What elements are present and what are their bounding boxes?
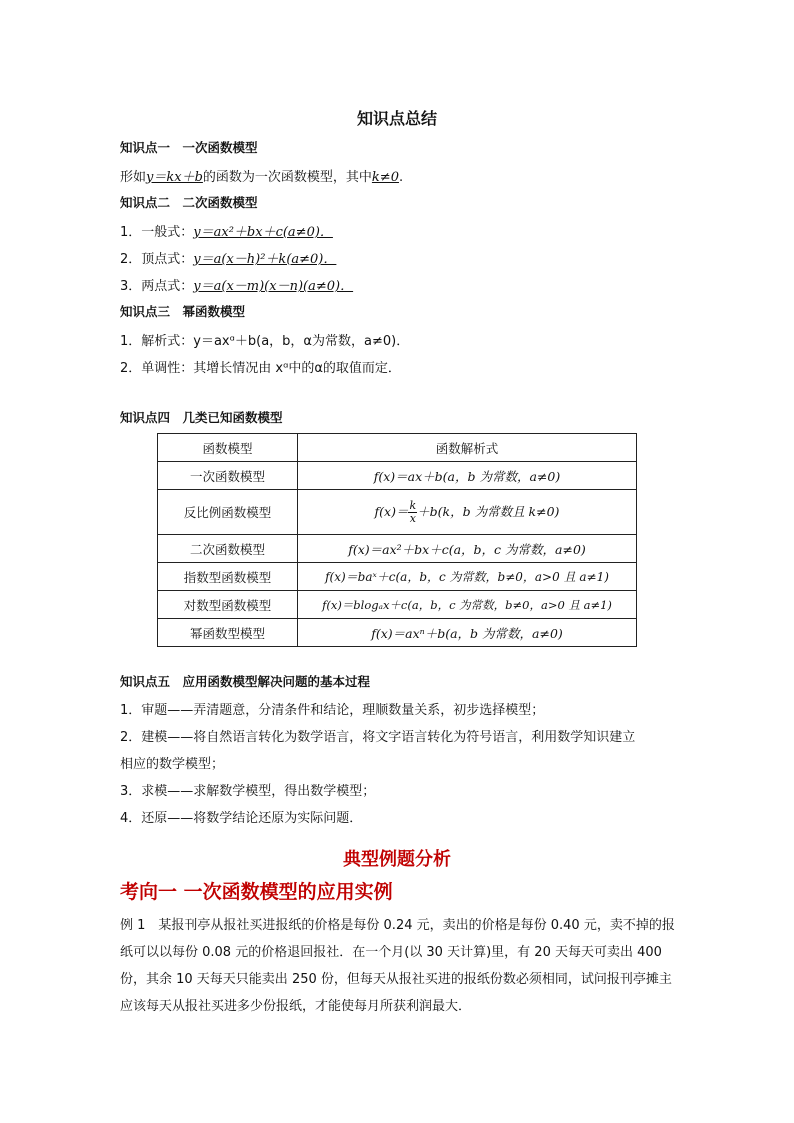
example-paragraph: 例 1 某报刊亭从报社买进报纸的价格是每份 0.24 元，卖出的价格是每份 0.40 元，卖不掉的报纸可以以每份 0.08 元的价格退回报社．在一个月(以 30 天计算)里，有 20 天每天可卖出 400 份，其余 10 天每天只能卖出 250 份，但每天从报社买进的报纸份数必须相同，试问报刊亭摊主应该每天从报社买进多少份报纸，才能使每月所获利润最大． bbox=[120, 918, 675, 1014]
page-title: 知识点总结 bbox=[356, 109, 437, 128]
table-header-row bbox=[158, 434, 637, 462]
kp2-item bbox=[120, 275, 353, 294]
fraction-denominator: x bbox=[409, 511, 416, 525]
table-cell: 幂函数型模型 bbox=[158, 619, 298, 647]
function-model-table bbox=[157, 433, 637, 647]
table-row bbox=[158, 462, 637, 490]
kp3-item: 1．解析式：y＝axᵅ＋b(a，b，α为常数，a≠0)． bbox=[120, 334, 410, 349]
table-cell: 对数型函数模型 bbox=[158, 591, 298, 619]
kp2-heading: 知识点二 二次函数模型 bbox=[120, 195, 258, 210]
table-row bbox=[158, 563, 637, 591]
kp1-end: . bbox=[398, 170, 404, 185]
table-cell: 一次函数模型 bbox=[158, 462, 298, 490]
table-cell: f(x)＝ax²＋bx＋c(a，b，c 为常数，a≠0) bbox=[298, 535, 637, 563]
kp1-heading: 知识点一 一次函数模型 bbox=[120, 140, 258, 155]
table-row bbox=[158, 619, 637, 647]
table-cell-fraction bbox=[298, 490, 637, 535]
kp1-prefix: 形如 bbox=[120, 170, 147, 185]
kp2-item-label: 3．两点式： bbox=[120, 279, 194, 294]
kp2-item bbox=[120, 248, 336, 267]
table-cell: 二次函数模型 bbox=[158, 535, 298, 563]
kp1-formula: y＝kx＋b bbox=[146, 170, 203, 185]
kp2-item-label: 1．一般式： bbox=[120, 225, 194, 240]
table-row bbox=[158, 591, 637, 619]
kp1-cond: k≠0 bbox=[371, 170, 399, 185]
table-header-cell: 函数解析式 bbox=[298, 434, 637, 462]
table-cell: 指数型函数模型 bbox=[158, 563, 298, 591]
kp3-item: 2．单调性：其增长情况由 xᵅ中的α的取值而定． bbox=[120, 361, 401, 376]
kp1-mid: 的函数为一次函数模型，其中 bbox=[202, 170, 372, 185]
table-cell: 反比例函数模型 bbox=[158, 490, 298, 535]
kp1-line bbox=[120, 166, 403, 185]
kp5-item: 3．求模——求解数学模型，得出数学模型； bbox=[120, 784, 376, 799]
kp4-heading: 知识点四 几类已知函数模型 bbox=[120, 410, 283, 425]
table-cell: f(x)＝blogₐx＋c(a，b，c 为常数，b≠0，a>0 且 a≠1) bbox=[298, 591, 637, 619]
kp5-item: 2．建模——将自然语言转化为数学语言，将文字语言转化为符号语言，利用数学知识建立 bbox=[120, 730, 636, 745]
kp3-heading: 知识点三 幂函数模型 bbox=[120, 304, 246, 319]
kp5-item: 相应的数学模型； bbox=[120, 757, 225, 772]
kp2-item-formula: y＝a(x－h)²＋k(a≠0)． bbox=[193, 252, 337, 267]
frac-rest: ＋b(k，b 为常数且 k≠0) bbox=[417, 503, 560, 519]
kp5-item: 4．还原——将数学结论还原为实际问题． bbox=[120, 811, 363, 826]
table-cell: f(x)＝baˣ＋c(a，b，c 为常数，b≠0，a>0 且 a≠1) bbox=[298, 563, 637, 591]
table-cell: f(x)＝ax＋b(a，b 为常数，a≠0) bbox=[298, 462, 637, 490]
kp2-item bbox=[120, 221, 333, 240]
kp5-item: 1．审题——弄清题意，分清条件和结论，理顺数量关系，初步选择模型； bbox=[120, 703, 545, 718]
fraction bbox=[408, 500, 417, 525]
table-header-cell: 函数模型 bbox=[158, 434, 298, 462]
section-title: 典型例题分析 bbox=[343, 849, 451, 870]
section-subtitle: 考向一 一次函数模型的应用实例 bbox=[120, 881, 393, 903]
kp2-item-formula: y＝a(x－m)(x－n)(a≠0)． bbox=[193, 279, 354, 294]
kp5-heading: 知识点五 应用函数模型解决问题的基本过程 bbox=[120, 674, 371, 689]
table-row bbox=[158, 490, 637, 535]
kp2-item-formula: y＝ax²＋bx＋c(a≠0)． bbox=[193, 225, 333, 240]
kp2-item-label: 2．顶点式： bbox=[120, 252, 194, 267]
fraction-numerator: k bbox=[409, 498, 417, 512]
table-row bbox=[158, 535, 637, 563]
frac-prefix: f(x)＝ bbox=[374, 503, 409, 519]
table-cell: f(x)＝axⁿ＋b(a，b 为常数，a≠0) bbox=[298, 619, 637, 647]
